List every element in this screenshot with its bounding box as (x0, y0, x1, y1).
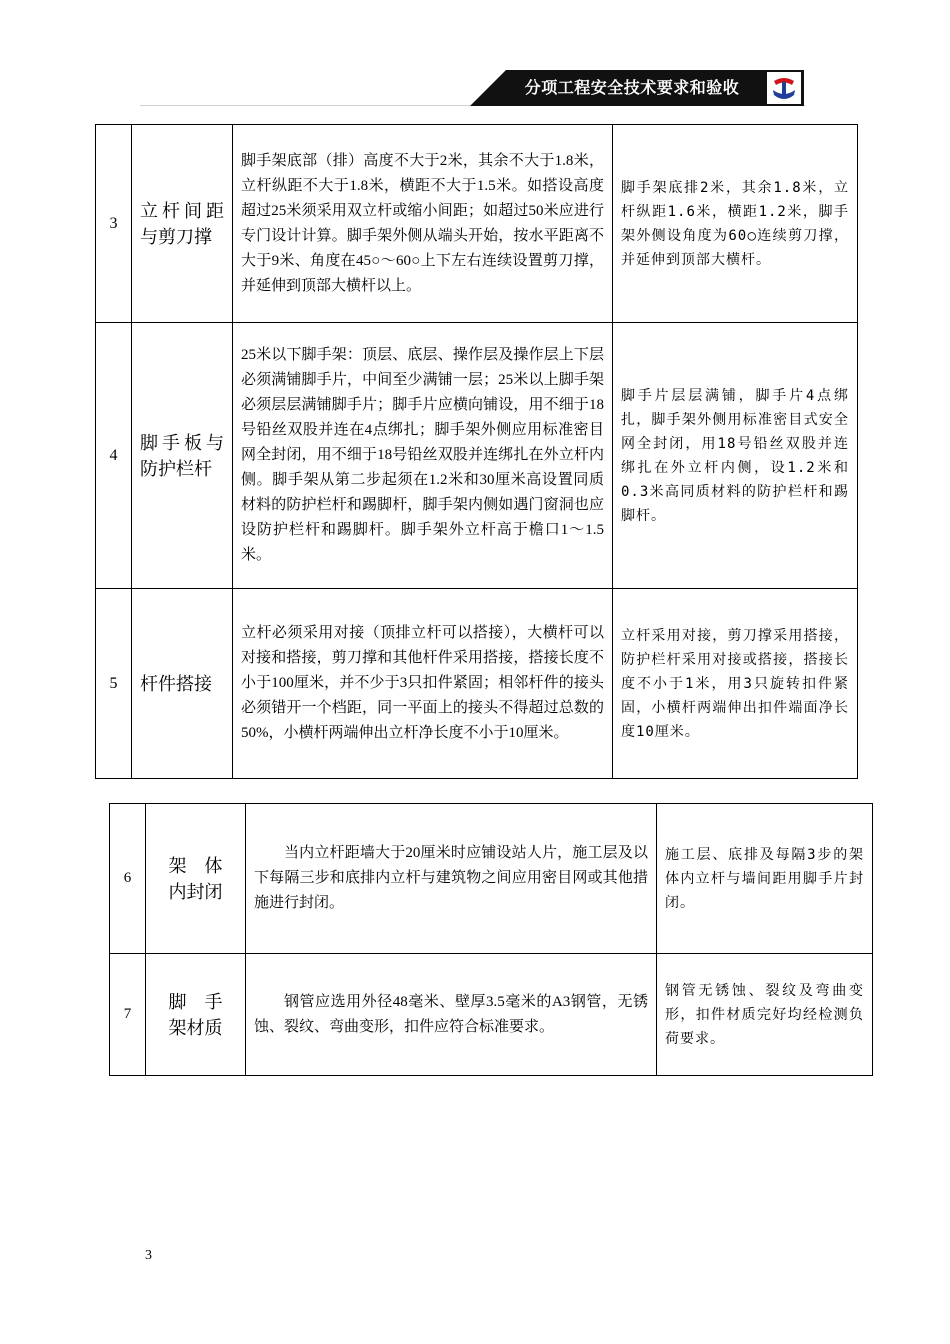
row-number: 6 (110, 804, 146, 954)
item-name-line1: 架 体 (168, 855, 223, 876)
company-logo-icon (767, 72, 801, 104)
requirement-text: 钢管应选用外径48毫米、壁厚3.5毫米的A3钢管，无锈蚀、裂纹、弯曲变形，扣件应符合标准要求。 (246, 954, 657, 1076)
result-text: 立杆采用对接，剪刀撑采用搭接，防护栏杆采用对接或搭接，搭接长度不小于1米，用3只旋转扣件紧固，小横杆两端伸出扣件端面净长度10厘米。 (613, 589, 858, 779)
item-name-line2: 内封闭 (168, 881, 223, 902)
row-number: 3 (96, 125, 132, 323)
result-text: 钢管无锈蚀、裂纹及弯曲变形，扣件材质完好均经检测负荷要求。 (657, 954, 873, 1076)
table-row (96, 323, 858, 589)
requirement-text: 脚手架底部（排）高度不大于2米，其余不大于1.8米，立杆纵距不大于1.8米，横距不大于1.5米。如搭设高度超过25米须采用双立杆或缩小间距；如超过50米应进行专门设计计算。脚手架外侧从端头开始，按水平距离不大于9米、角度在45○～60○上下左右连续设置剪刀撑，并延伸到顶部大横杆以上。 (233, 125, 613, 323)
requirement-text: 立杆必须采用对接（顶排立杆可以搭接），大横杆可以对接和搭接，剪刀撑和其他杆件采用搭接，搭接长度不小于100厘米，并不少于3只扣件紧固；相邻杆件的接头必须错开一个档距，同一平面上的接头不得超过总数的50%，小横杆两端伸出立杆净长度不小于10厘米。 (233, 589, 613, 779)
page-number: 3 (145, 1248, 152, 1263)
result-text: 脚手架底排2米，其余1.8米，立杆纵距1.6米，横距1.2米，脚手架外侧设角度为60○连续剪刀撑，并延伸到顶部大横杆。 (613, 125, 858, 323)
item-name-line1: 脚 手 (168, 991, 223, 1012)
table-row (96, 125, 858, 323)
table-row (110, 804, 873, 954)
result-text: 脚手片层层满铺，脚手片4点绑扎，脚手架外侧用标准密目式安全网全封闭，用18号铅丝双股并连绑扎在外立杆内侧，设1.2米和0.3米高同质材料的防护栏杆和踢脚杆。 (613, 323, 858, 589)
requirement-text: 25米以下脚手架：顶层、底层、操作层及操作层上下层必须满铺脚手片，中间至少满铺一层；25米以上脚手架必须层层满铺脚手片；脚手片应横向铺设，用不细于18号铅丝双股并连在4点绑扎；脚手架外侧应用标准密目网全封闭，用不细于18号铅丝双股并连绑扎在外立杆内侧。脚手架从第二步起须在1.2米和30厘米高设置同质材料的防护栏杆和踢脚杆，脚手架内侧如遇门窗洞也应设防护栏杆和踢脚杆。脚手架外立杆高于檐口1～1.5米。 (233, 323, 613, 589)
inspection-table-1 (95, 124, 858, 779)
item-name-line2: 架材质 (168, 1017, 223, 1038)
table-row (110, 954, 873, 1076)
item-name: 杆件搭接 (132, 589, 233, 779)
row-number: 5 (96, 589, 132, 779)
header-title: 分项工程安全技术要求和验收 (524, 78, 740, 97)
item-name: 脚手板与防护栏杆 (132, 323, 233, 589)
inspection-table-2 (109, 803, 873, 1076)
item-name (146, 954, 246, 1076)
table-row (96, 589, 858, 779)
header-banner (470, 70, 804, 106)
result-text: 施工层、底排及每隔3步的架体内立杆与墙间距用脚手片封闭。 (657, 804, 873, 954)
row-number: 4 (96, 323, 132, 589)
item-name (146, 804, 246, 954)
requirement-text: 当内立杆距墙大于20厘米时应铺设站人片，施工层及以下每隔三步和底排内立杆与建筑物之间应用密目网或其他措施进行封闭。 (246, 804, 657, 954)
row-number: 7 (110, 954, 146, 1076)
item-name: 立杆间距与剪刀撑 (132, 125, 233, 323)
